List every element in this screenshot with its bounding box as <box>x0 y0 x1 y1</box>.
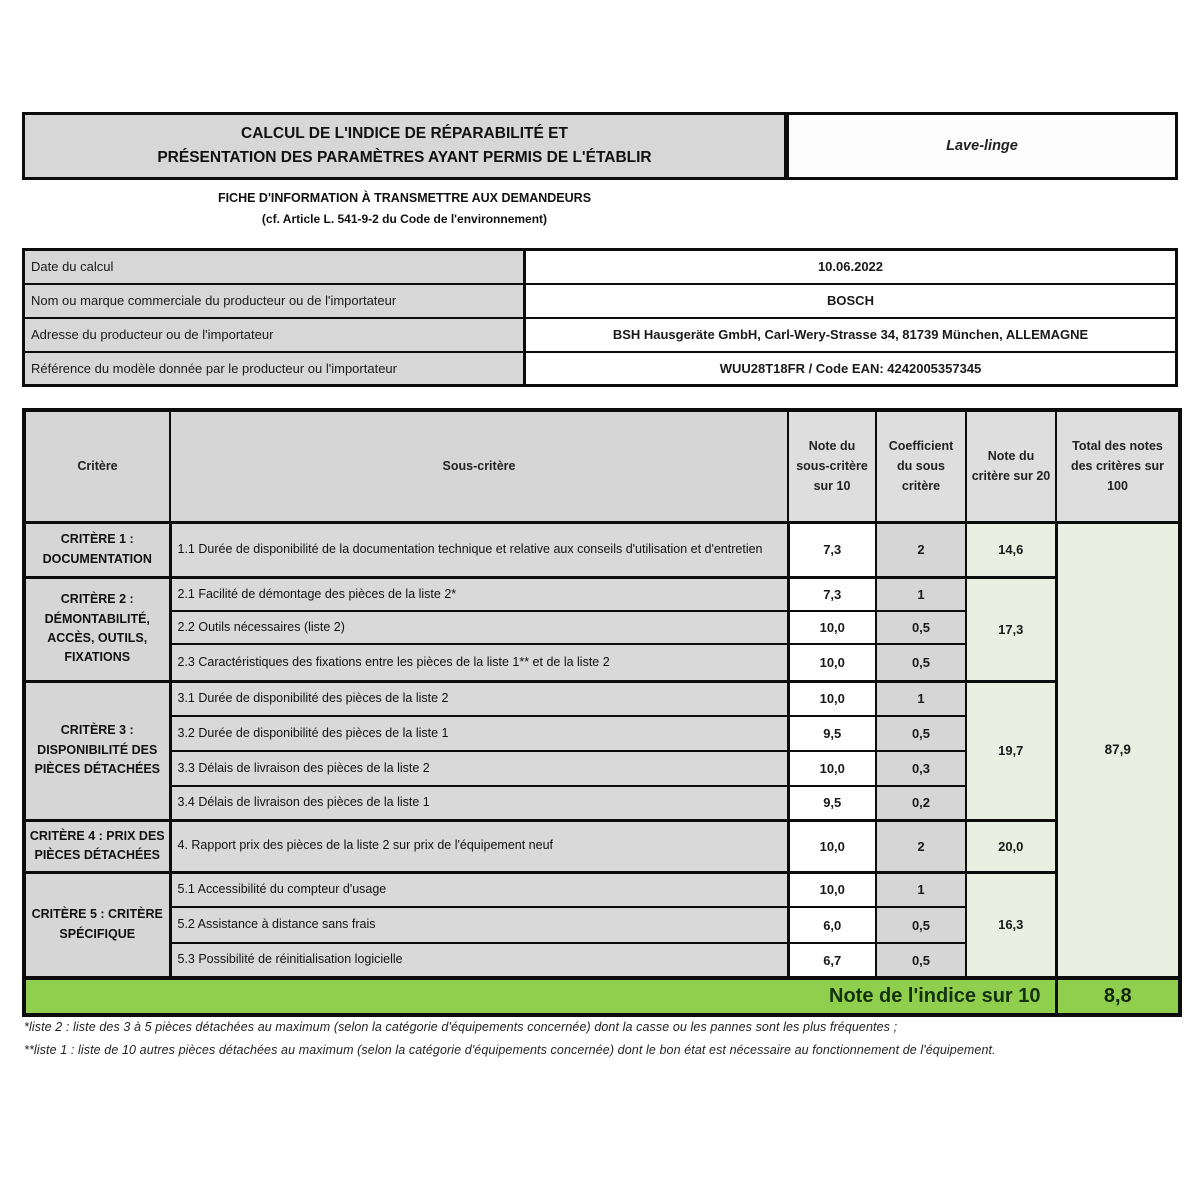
coef-2-3: 0,5 <box>876 644 966 681</box>
scoring-table <box>22 408 1182 1017</box>
final-index-value: 8,8 <box>1056 978 1180 1015</box>
subcriterion-3-1: 3.1 Durée de disponibilité des pièces de la liste 2 <box>170 681 788 716</box>
title-band <box>22 112 1178 180</box>
info-label-reference: Référence du modèle donnée par le producteur ou l'importateur <box>24 352 525 386</box>
note10-1-1: 7,3 <box>788 522 876 577</box>
note10-4: 10,0 <box>788 820 876 872</box>
total-sur-100: 87,9 <box>1056 522 1180 978</box>
criterion-3-label: CRITÈRE 3 : DISPONIBILITÉ DES PIÈCES DÉTACHÉES <box>24 681 170 820</box>
coef-4: 2 <box>876 820 966 872</box>
coef-3-4: 0,2 <box>876 786 966 820</box>
subcriterion-3-4: 3.4 Délais de livraison des pièces de la liste 1 <box>170 786 788 820</box>
note10-5-1: 10,0 <box>788 872 876 907</box>
product-info-table <box>22 248 1178 387</box>
note10-3-2: 9,5 <box>788 716 876 751</box>
product-category-label: Lave-linge <box>946 138 1018 154</box>
info-row-date <box>24 250 1177 284</box>
subcriterion-2-1: 2.1 Facilité de démontage des pièces de la liste 2* <box>170 577 788 611</box>
header-note-sur-20: Note du critère sur 20 <box>966 410 1056 522</box>
info-row-address <box>24 318 1177 352</box>
final-index-label: Note de l'indice sur 10 <box>24 978 1056 1015</box>
note10-5-2: 6,0 <box>788 907 876 943</box>
row-2-1 <box>24 577 1180 611</box>
subcriterion-2-3: 2.3 Caractéristiques des fixations entre les pièces de la liste 1** et de la liste 2 <box>170 644 788 681</box>
coef-2-2: 0,5 <box>876 611 966 644</box>
note10-2-1: 7,3 <box>788 577 876 611</box>
row-3-1 <box>24 681 1180 716</box>
info-label-date: Date du calcul <box>24 250 525 284</box>
product-category-box <box>787 112 1178 180</box>
info-value-date: 10.06.2022 <box>525 250 1177 284</box>
scoring-header-row <box>24 410 1180 522</box>
row-5-1 <box>24 872 1180 907</box>
criterion-4-label: CRITÈRE 4 : PRIX DES PIÈCES DÉTACHÉES <box>24 820 170 872</box>
note10-3-1: 10,0 <box>788 681 876 716</box>
header-sous-critere: Sous-critère <box>170 410 788 522</box>
note10-2-2: 10,0 <box>788 611 876 644</box>
document-title-line2: PRÉSENTATION DES PARAMÈTRES AYANT PERMIS DE L'ÉTABLIR <box>157 149 652 166</box>
subcriterion-5-2: 5.2 Assistance à distance sans frais <box>170 907 788 943</box>
info-row-brand <box>24 284 1177 318</box>
final-index-row <box>24 978 1180 1015</box>
footnotes <box>24 1020 1178 1066</box>
subtitle <box>22 191 787 226</box>
subcriterion-3-2: 3.2 Durée de disponibilité des pièces de la liste 1 <box>170 716 788 751</box>
subcriterion-4: 4. Rapport prix des pièces de la liste 2 sur prix de l'équipement neuf <box>170 820 788 872</box>
subtitle-line2: (cf. Article L. 541-9-2 du Code de l'environnement) <box>261 212 548 226</box>
coef-3-1: 1 <box>876 681 966 716</box>
note10-2-3: 10,0 <box>788 644 876 681</box>
subtitle-line1: FICHE D'INFORMATION À TRANSMETTRE AUX DEMANDEURS <box>217 191 592 205</box>
info-row-reference <box>24 352 1177 386</box>
row-1-1 <box>24 522 1180 577</box>
subcriterion-5-3: 5.3 Possibilité de réinitialisation logicielle <box>170 943 788 978</box>
note20-criterion-3: 19,7 <box>966 681 1056 820</box>
info-value-address: BSH Hausgeräte GmbH, Carl-Wery-Strasse 34, 81739 München, ALLEMAGNE <box>525 318 1177 352</box>
subcriterion-1-1: 1.1 Durée de disponibilité de la documentation technique et relative aux conseils d'utilisation et d'entretien <box>170 522 788 577</box>
note10-3-3: 10,0 <box>788 751 876 786</box>
note10-5-3: 6,7 <box>788 943 876 978</box>
note20-criterion-4: 20,0 <box>966 820 1056 872</box>
header-note-sur-10: Note du sous-critère sur 10 <box>788 410 876 522</box>
coef-5-2: 0,5 <box>876 907 966 943</box>
footnote-liste-2: *liste 2 : liste des 3 à 5 pièces détachées au maximum (selon la catégorie d'équipements concernée) dont la casse ou les pannes sont les plus fréquentes ; <box>24 1020 898 1034</box>
info-label-brand: Nom ou marque commerciale du producteur ou de l'importateur <box>24 284 525 318</box>
subcriterion-5-1: 5.1 Accessibilité du compteur d'usage <box>170 872 788 907</box>
criterion-1-label: CRITÈRE 1 : DOCUMENTATION <box>24 522 170 577</box>
coef-3-2: 0,5 <box>876 716 966 751</box>
header-total-sur-100: Total des notes des critères sur 100 <box>1056 410 1180 522</box>
criterion-2-label: CRITÈRE 2 : DÉMONTABILITÉ, ACCÈS, OUTILS, FIXATIONS <box>24 577 170 681</box>
document-title-line1: CALCUL DE L'INDICE DE RÉPARABILITÉ ET <box>241 124 568 142</box>
note20-criterion-5: 16,3 <box>966 872 1056 978</box>
document-title <box>22 112 787 180</box>
coef-5-3: 0,5 <box>876 943 966 978</box>
header-coefficient: Coefficient du sous critère <box>876 410 966 522</box>
coef-5-1: 1 <box>876 872 966 907</box>
info-value-reference: WUU28T18FR / Code EAN: 4242005357345 <box>525 352 1177 386</box>
subcriterion-3-3: 3.3 Délais de livraison des pièces de la liste 2 <box>170 751 788 786</box>
header-critere: Critère <box>24 410 170 522</box>
note20-criterion-1: 14,6 <box>966 522 1056 577</box>
footnote-liste-1: **liste 1 : liste de 10 autres pièces détachées au maximum (selon la catégorie d'équipements concernée) dont le bon état est nécessaire au fonctionnement de l'équipement. <box>24 1043 996 1057</box>
coef-2-1: 1 <box>876 577 966 611</box>
note10-3-4: 9,5 <box>788 786 876 820</box>
info-label-address: Adresse du producteur ou de l'importateur <box>24 318 525 352</box>
row-4 <box>24 820 1180 872</box>
coef-3-3: 0,3 <box>876 751 966 786</box>
note20-criterion-2: 17,3 <box>966 577 1056 681</box>
info-value-brand: BOSCH <box>525 284 1177 318</box>
criterion-5-label: CRITÈRE 5 : CRITÈRE SPÉCIFIQUE <box>24 872 170 978</box>
subcriterion-2-2: 2.2 Outils nécessaires (liste 2) <box>170 611 788 644</box>
coef-1-1: 2 <box>876 522 966 577</box>
